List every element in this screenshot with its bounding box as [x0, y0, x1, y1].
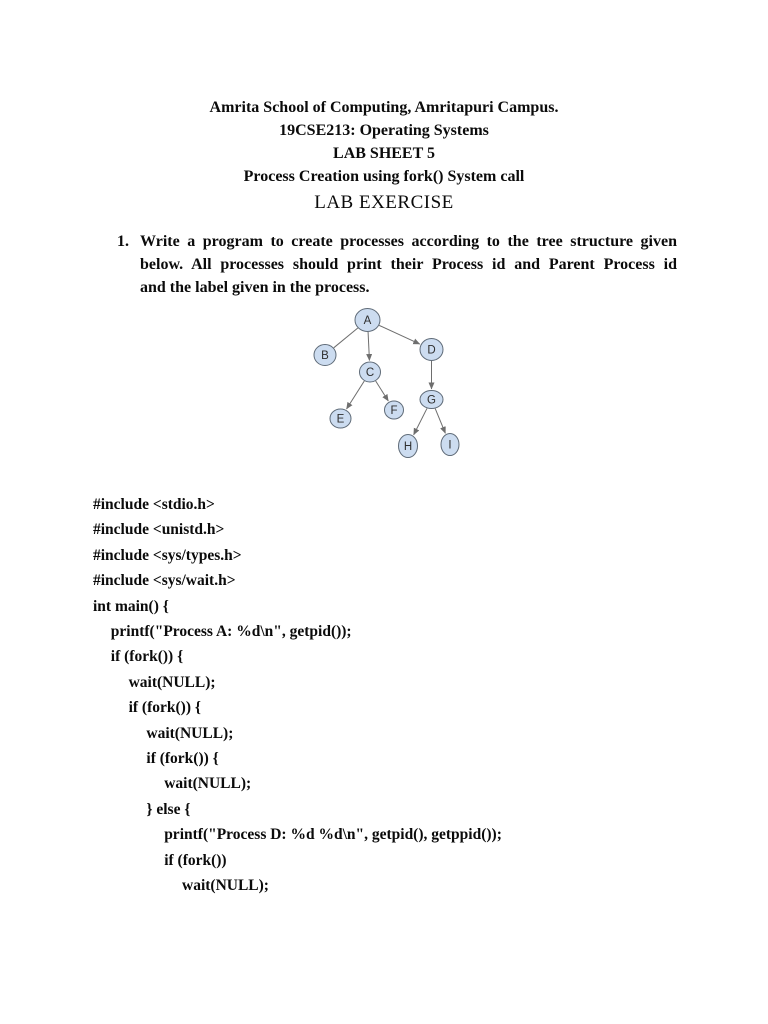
tree-node-label-D: D	[427, 344, 436, 357]
tree-node-B	[314, 345, 336, 366]
tree-node-label-E: E	[336, 413, 345, 426]
exercise-text-line: Write a program to create processes according to the tree structure given	[140, 233, 677, 250]
code-line-9: if (fork()) {	[128, 699, 201, 717]
code-line-6: printf("Process A: %d\n", getpid());	[110, 623, 352, 641]
code-line-1: #include <stdio.h>	[93, 496, 215, 513]
exercise-text-line: and the label given in the process.	[140, 279, 370, 296]
tree-node-F	[385, 401, 404, 419]
tree-node-E	[330, 409, 351, 428]
tree-node-label-A: A	[363, 315, 372, 327]
code-line-4: #include <sys/wait.h>	[93, 572, 236, 590]
tree-node-C	[360, 362, 381, 382]
tree-node-label-B: B	[321, 350, 329, 362]
code-line-10: wait(NULL);	[146, 724, 234, 742]
tree-edge-G-H	[414, 408, 427, 435]
code-line-8: wait(NULL);	[128, 673, 216, 691]
code-line-13: } else {	[146, 800, 191, 818]
code-line-2: #include <unistd.h>	[93, 521, 225, 539]
tree-node-A	[355, 309, 380, 332]
code-line-7: if (fork()) {	[110, 648, 184, 666]
tree-node-label-H: H	[403, 441, 413, 453]
tree-node-D	[420, 339, 443, 361]
header-line-topic: Process Creation using fork() System call	[243, 168, 525, 185]
process-tree-diagram	[300, 295, 475, 465]
tree-edge-C-E	[347, 381, 365, 409]
code-line-16: wait(NULL);	[182, 877, 269, 895]
exercise-number: 1.	[117, 233, 129, 250]
header-line-institution: Amrita School of Computing, Amritapuri Campus.	[209, 99, 559, 116]
tree-node-label-G: G	[427, 394, 436, 407]
code-line-5: int main() {	[93, 597, 169, 615]
tree-edge-G-I	[435, 409, 445, 434]
tree-node-label-F: F	[390, 405, 398, 417]
tree-node-label-C: C	[365, 367, 375, 379]
tree-node-G	[420, 391, 443, 409]
tree-edge-A-C	[368, 332, 369, 361]
tree-edge-A-D	[379, 325, 420, 344]
section-title: LAB EXERCISE	[314, 192, 454, 213]
exercise-text-line: below. All processes should print their Process id and Parent Process id	[140, 256, 677, 273]
header-line-course: 19CSE213: Operating Systems	[279, 122, 489, 139]
code-line-11: if (fork()) {	[146, 750, 219, 768]
code-block	[93, 492, 502, 899]
doc-header	[0, 96, 768, 216]
tree-edge-A-B	[334, 328, 358, 348]
exercise-text	[140, 230, 677, 299]
exercise-item-1	[117, 230, 679, 299]
tree-edge-C-F	[376, 381, 389, 401]
tree-node-I	[441, 434, 459, 456]
code-line-15: if (fork())	[164, 851, 227, 869]
tree-node-label-I: I	[448, 439, 452, 452]
code-line-14: printf("Process D: %d %d\n", getpid(), getppid());	[164, 826, 502, 844]
header-line-labsheet: LAB SHEET 5	[333, 145, 435, 162]
code-line-12: wait(NULL);	[164, 775, 252, 793]
tree-node-H	[399, 435, 418, 458]
code-line-3: #include <sys/types.h>	[93, 546, 242, 564]
